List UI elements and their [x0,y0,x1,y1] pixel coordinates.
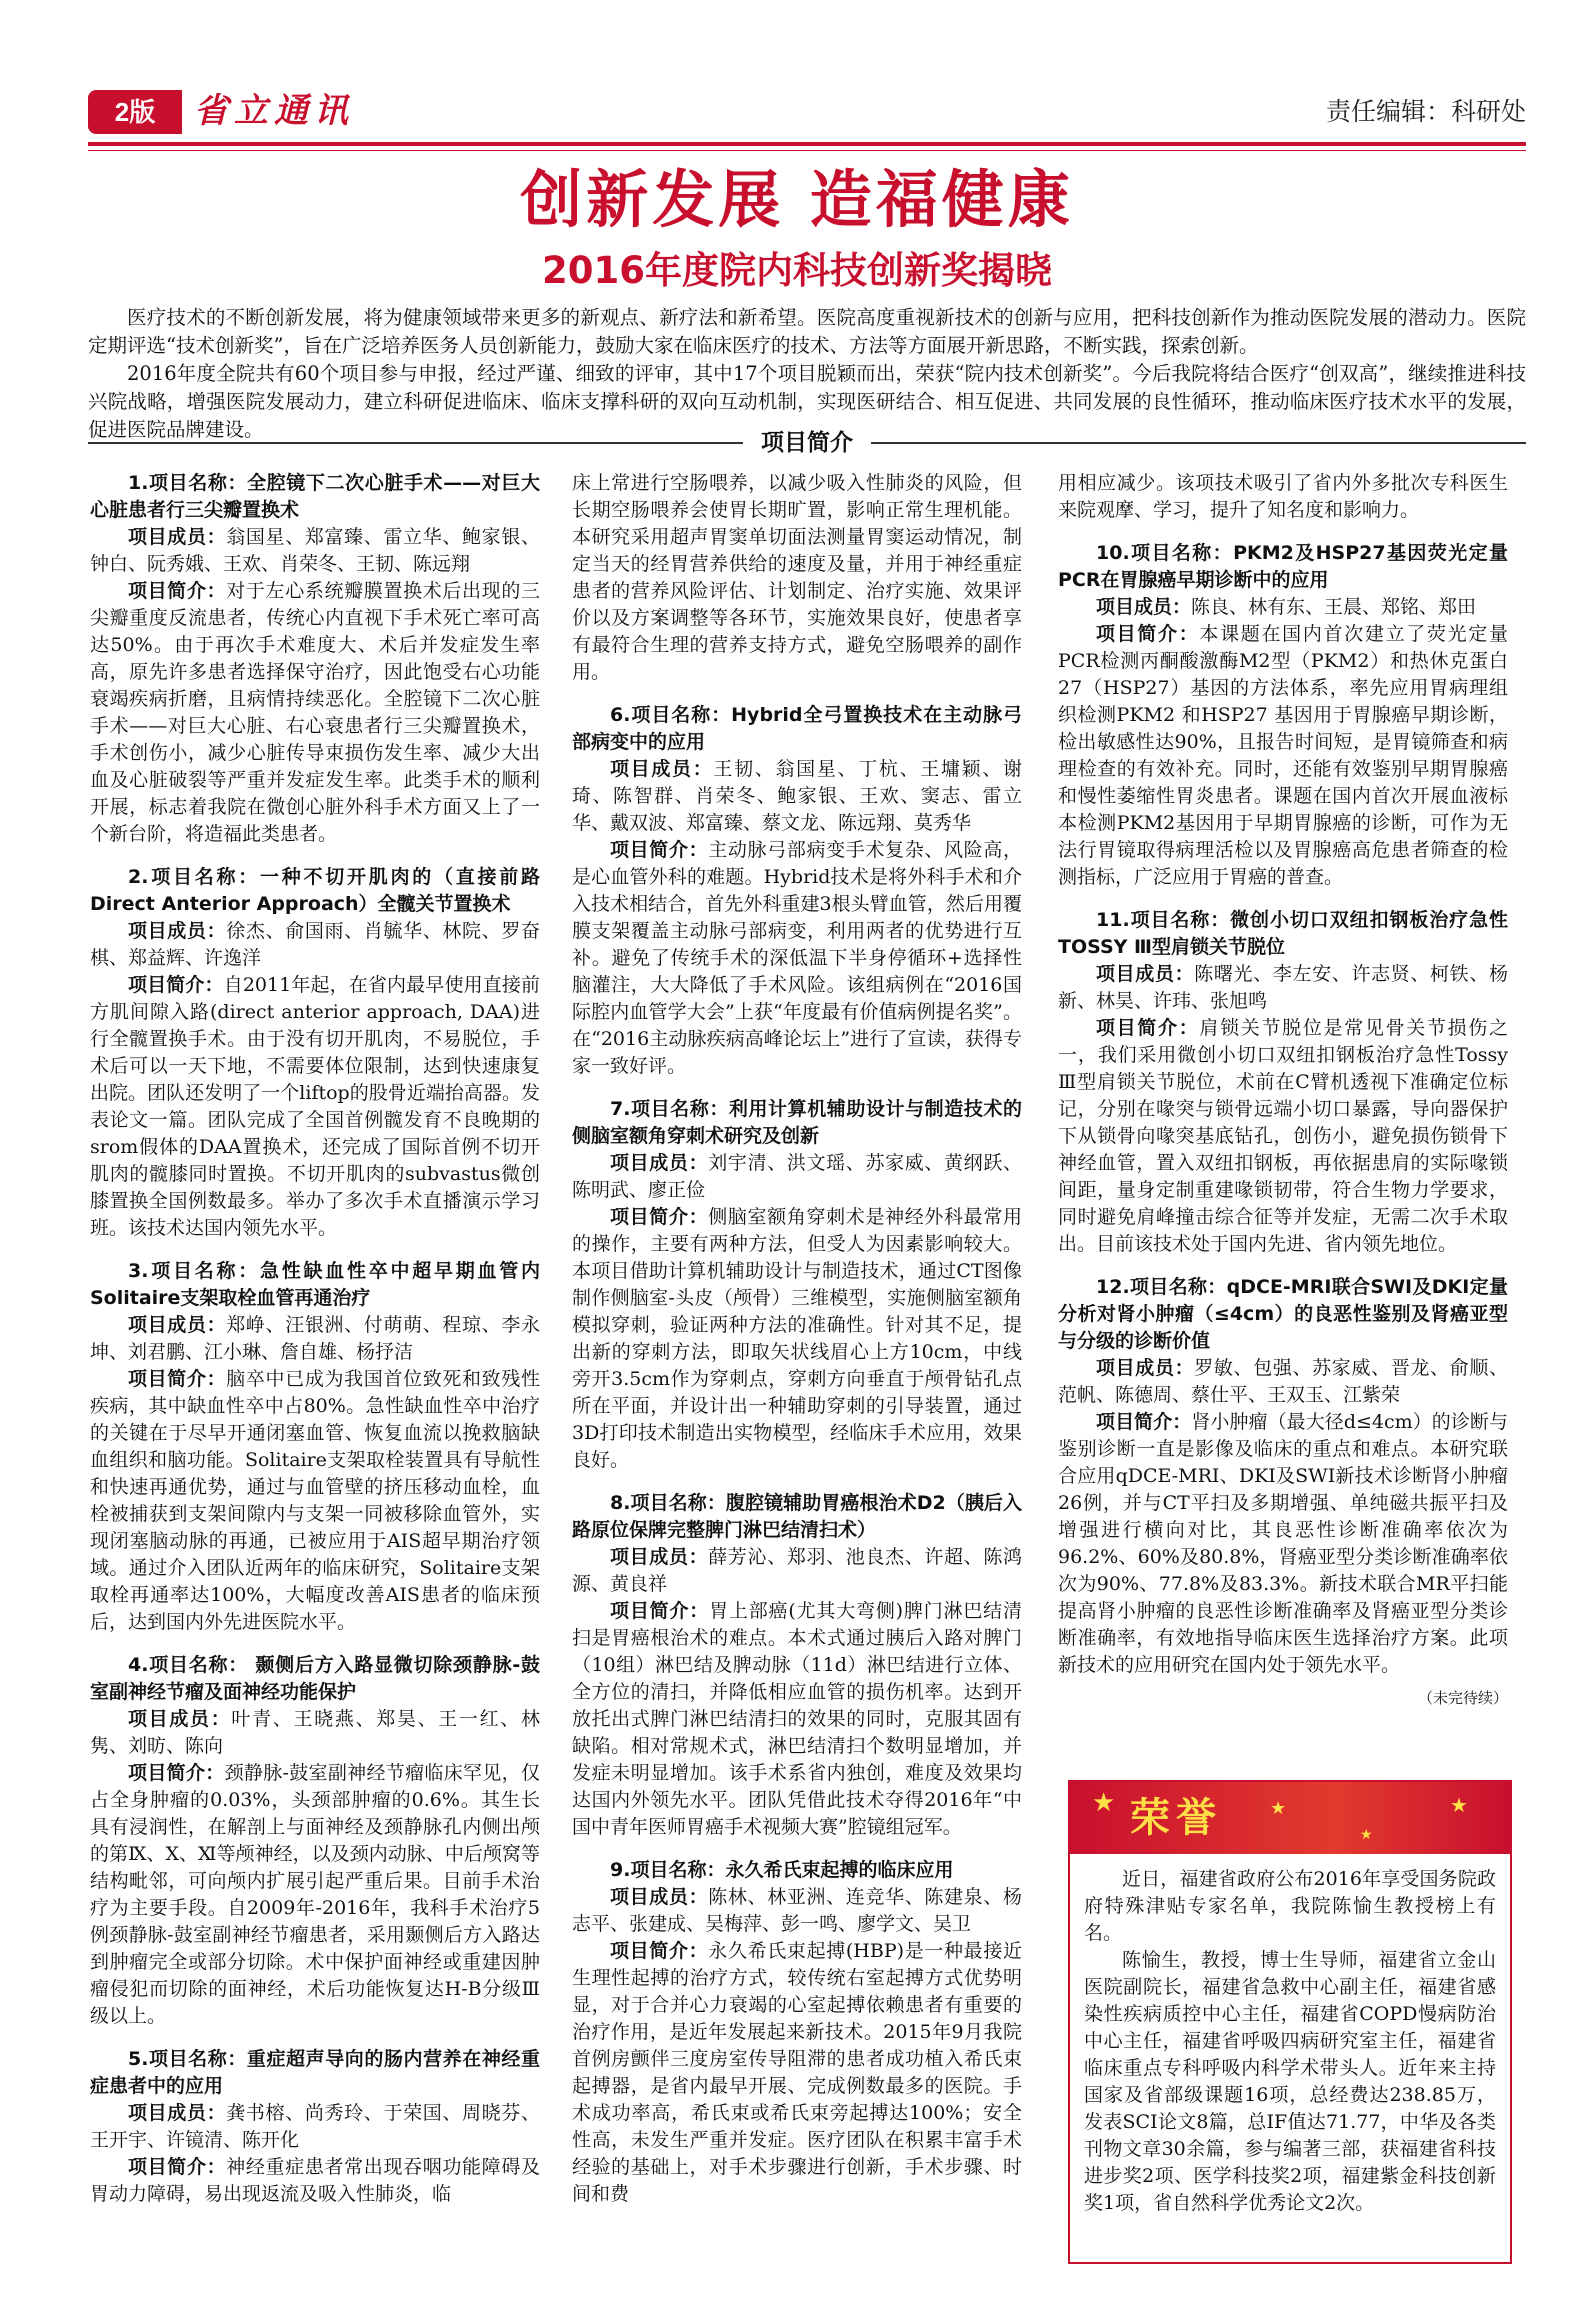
paper-name: 省立通讯 [194,91,354,131]
members-text: 刘宇清、洪文瑶、苏家威、黄纲跃、陈明武、廖正俭 [572,1152,1022,1201]
members-label: 项目成员： [128,526,227,548]
project-desc [1058,1015,1508,1258]
desc-text: 永久希氏束起搏(HBP)是一种最接近生理性起搏的治疗方式，较传统右室起搏方式优势明显，对于合并心力衰竭的心室起搏依赖患者有重要的治疗作用，是近年发展起来新技术。2015年9月我院首例房颤伴三度房室传导阻滞的患者成功植入希氏束起搏器，是省内最早开展、完成例数最多的医院。手术成功率高，希氏束或希氏束旁起搏达100%；安全性高，未发生严重并发症。医疗团队在积累丰富手术经验的基础上，对手术步骤进行创新，手术步骤、时间和费 [572,1940,1022,2205]
project-title: 6.项目名称：Hybrid全弓置换技术在主动脉弓部病变中的应用 [572,704,1022,753]
star-icon: ★ [1360,1827,1373,1843]
desc-text: 脑卒中已成为我国首位致死和致残性疾病，其中缺血性卒中占80%。急性缺血性卒中治疗的关键在于尽早开通闭塞血管、恢复血流以挽救脑缺血组织和脑功能。Solitaire支架取栓装置具有导航性和快速再通优势，通过与血管壁的挤压移动血栓，血栓被捕获到支架间隙内与支架一同被移除血管外，实现闭塞脑动脉的再通，已被应用于AIS超早期治疗领域。通过介入团队近两年的临床研究，Solitaire支架取栓再通率达100%，大幅度改善AIS患者的临床预后，达到国内外先进医院水平。 [90,1368,540,1633]
star-icon: ★ [1092,1788,1116,1818]
masthead-rule [88,142,1526,146]
project-desc [90,972,540,1242]
desc-label: 项目简介： [610,1940,709,1962]
members-text: 郑峥、汪银洲、付萌萌、程琼、李永坤、刘君鹏、江小琳、詹自雄、杨抒洁 [90,1314,540,1363]
desc-label: 项目简介： [610,1206,709,1228]
star-icon: ★ [1450,1793,1468,1817]
project-members [90,918,540,972]
members-text: 陈良、林有东、王晨、郑铭、郑田 [1191,596,1477,618]
honor-title: 荣誉 [1130,1794,1222,1841]
members-text: 徐杰、俞国雨、肖毓华、林院、罗奋棋、郑益辉、许逸洋 [90,920,540,969]
project-desc [572,837,1022,1080]
project-desc [90,2154,540,2208]
members-label: 项目成员： [610,1152,709,1174]
honor-box [1068,1780,1512,2264]
members-text: 陈林、林亚洲、连竞华、陈建泉、杨志平、张建成、吴梅萍、彭一鸣、廖学文、吴卫 [572,1886,1022,1935]
desc-label: 项目简介： [128,2156,227,2178]
desc-label: 项目简介： [128,1762,225,1784]
project-item [1058,540,1508,891]
subheadline: 2016年度院内科技创新奖揭晓 [542,249,1052,292]
desc-text: 肾小肿瘤（最大径d≤4cm）的诊断与鉴别诊断一直是影像及临床的重点和难点。本研究联合应用qDCE-MRI、DKI及SWI新技术诊断肾小肿瘤26例，并与CT平扫及多期增强、单纯磁共振平扫及增强进行横向对比，其良恶性诊断准确率依次为96.2%、60%及80.8%，肾癌亚型分类诊断准确率依次为90%、77.8%及83.3%。新技术联合MR平扫能提高肾小肿瘤的良恶性诊断准确率及肾癌亚型分类诊断准确率，有效地指导临床医生选择治疗方案。此项新技术的应用研究在国内处于领先水平。 [1058,1411,1508,1676]
project-title: 3.项目名称：急性缺血性卒中超早期血管内Solitaire支架取栓血管再通治疗 [90,1260,540,1309]
desc-text: 神经重症患者常出现吞咽功能障碍及胃动力障碍，易出现返流及吸入性肺炎，临 [90,2156,540,2205]
members-label: 项目成员： [610,1546,709,1568]
masthead [88,84,1526,140]
project-item [90,470,540,848]
desc-text: 自2011年起，在省内最早使用直接前方肌间隙入路(direct anterior approach, DAA)进行全髋置换手术。由于没有切开肌肉，不易脱位，手术后可以一天下地，不需要体位限制，达到快速康复出院。团队还发明了一个liftop的股骨近端抬高器。发表论文一篇。团队完成了全国首例髋发育不良晚期的srom假体的DAA置换术，还完成了国际首例不切开肌肉的髋膝同时置换。不切开肌肉的subvastus微创膝置换全国例数最多。举办了多次手术直播演示学习班。该技术达国内领先水平。 [90,974,540,1239]
headline: 创新发展 造福健康 [520,163,1074,236]
intro-paragraph: 医疗技术的不断创新发展，将为健康领域带来更多的新观点、新疗法和新希望。医院高度重视新技术的创新与应用，把科技创新作为推动医院发展的潜动力。医院定期评选“技术创新奖”，旨在广泛培养医务人员创新能力，鼓励大家在临床医疗的技术、方法等方面展开新思路，不断实践，探索创新。 [88,306,1526,357]
project-item [90,1652,540,2030]
honor-body [1070,1854,1510,2217]
members-label: 项目成员： [610,1886,709,1908]
project-desc [572,1598,1022,1841]
desc-label: 项目简介： [610,839,709,861]
project-item [572,1490,1022,1841]
desc-label: 项目简介： [1096,1411,1192,1433]
to-be-continued: （未完待续） [1417,1689,1508,1707]
members-text: 陈曙光、李左安、许志贤、柯铁、杨新、林昊、许玮、张旭鸣 [1058,963,1508,1012]
desc-text: 侧脑室额角穿刺术是神经外科最常用的操作，主要有两种方法，但受人为因素影响较大。本项目借助计算机辅助设计与制造技术，通过CT图像制作侧脑室-头皮（颅骨）三维模型，实施侧脑室额角模拟穿刺，验证两种方法的准确性。针对其不足，提出新的穿刺方法，即取矢状线眉心上方10cm，中线旁开3.5cm作为穿刺点，穿刺方向垂直于颅骨钻孔点所在平面，并设计出一种辅助穿刺的引导装置，通过3D打印技术制造出实物模型，经临床手术应用，效果良好。 [572,1206,1022,1471]
project-item [1058,1274,1508,1679]
project-desc [90,578,540,848]
desc-label: 项目简介： [128,1368,227,1390]
members-text: 翁国星、郑富臻、雷立华、鲍家银、钟白、阮秀娥、王欢、肖荣冬、王韧、陈远翔 [90,526,540,575]
members-text: 罗敏、包强、苏家威、晋龙、俞顺、范帆、陈德周、蔡仕平、王双玉、江紫荣 [1058,1357,1508,1406]
project-item [572,1096,1022,1474]
project-item [1058,907,1508,1258]
project-title: 12.项目名称：qDCE-MRI联合SWI及DKI定量分析对肾小肿瘤（≤4cm）的良恶性鉴别及肾癌亚型与分级的诊断价值 [1058,1276,1508,1352]
project-desc [572,1204,1022,1474]
project-item [572,702,1022,1080]
section-divider [88,426,1526,460]
desc-text: 本课题在国内首次建立了荧光定量PCR检测丙酮酸激酶M2型（PKM2）和热休克蛋白27（HSP27）基因的方法体系，率先应用胃病理组织检测PKM2 和HSP27 基因用于胃腺癌早期诊断，检出敏感性达90%，且报告时间短，是胃镜筛查和病理检查的有效补充。同时，还能有效鉴别早期胃腺癌和慢性萎缩性胃炎患者。课题在国内首次开展血液标本检测PKM2基因用于早期胃腺癌的诊断，可作为无法行胃镜取得病理活检以及胃腺癌高危患者筛查的检测指标，广泛应用于胃癌的普查。 [1058,623,1508,888]
project-item [90,864,540,1242]
project-desc [1058,621,1508,891]
desc-label: 项目简介： [1096,1017,1200,1039]
column-1 [90,470,540,2280]
project-desc [572,1938,1022,2208]
desc-label: 项目简介： [610,1600,710,1622]
project-members [572,1884,1022,1938]
project-title: 2.项目名称：一种不切开肌肉的（直接前路Direct Anterior Approach）全髋关节置换术 [90,866,540,915]
members-label: 项目成员： [610,758,714,780]
star-icon: ★ [1270,1798,1287,1819]
project-members [1058,1355,1508,1409]
members-label: 项目成员： [1096,596,1192,618]
editor-credit: 责任编辑：科研处 [1325,97,1526,126]
desc-text: 肩锁关节脱位是常见骨关节损伤之一，我们采用微创小切口双纽扣钢板治疗急性Tossy Ⅲ型肩锁关节脱位，术前在C臂机透视下准确定位标记，分别在喙突与锁骨远端小切口暴露，导向器保护下从锁骨向喙突基底钻孔，创伤小，避免损伤锁骨下神经血管，置入双纽扣钢板，再依据患肩的实际喙锁间距，量身定制重建喙锁韧带，符合生物力学要求，同时避免肩峰撞击综合征等并发症，无需二次手术取出。目前该技术处于国内先进、省内领先地位。 [1058,1017,1508,1255]
project-item [90,1258,540,1636]
project-item [90,2046,540,2208]
project-members [90,1312,540,1366]
project-title: 1.项目名称：全腔镜下二次心脏手术——对巨大心脏患者行三尖瓣置换术 [90,472,540,521]
desc-text: 主动脉弓部病变手术复杂、风险高，是心血管外科的难题。Hybrid技术是将外科手术和介入技术相结合，首先外科重建3根头臂血管，然后用覆膜支架覆盖主动脉弓部病变，利用两者的优势进行互补。避免了传统手术的深低温下半身停循环+选择性脑灌注，大大降低了手术风险。该组病例在“2016国际腔内血管学大会”上获“年度最有价值病例提名奖”。在“2016主动脉疾病高峰论坛上”进行了宣读，获得专家一致好评。 [572,839,1022,1077]
members-label: 项目成员： [128,920,227,942]
project-title: 5.项目名称：重症超声导向的肠内营养在神经重症患者中的应用 [90,2048,540,2097]
members-label: 项目成员： [128,2102,227,2124]
members-text: 叶青、王晓燕、郑昊、王一红、林隽、刘昉、陈向 [90,1708,540,1757]
project-members [572,756,1022,837]
project-title: 9.项目名称：永久希氏束起搏的临床应用 [610,1859,954,1881]
desc-label: 项目简介： [128,974,224,996]
desc-text: 对于左心系统瓣膜置换术后出现的三尖瓣重度反流患者，传统心内直视下手术死亡率可高达50%。由于再次手术难度大、术后并发症发生率高，原先许多患者选择保守治疗，因此饱受右心功能衰竭疾病折磨，且病情持续恶化。全腔镜下二次心脏手术——对巨大心脏、右心衰患者行三尖瓣置换术，手术创伤小，减少心脏传导束损伤发生率、减少大出血及心脏破裂等严重并发症发生率。此类手术的顺利开展，标志着我院在微创心脏外科手术方面又上了一个新台阶，将造福此类患者。 [90,580,540,845]
continued-text: 用相应减少。该项技术吸引了省内外多批次专科医生来院观摩、学习，提升了知名度和影响力。 [1058,472,1508,521]
project-title: 11.项目名称：微创小切口双纽扣钢板治疗急性TOSSY Ⅲ型肩锁关节脱位 [1058,909,1508,958]
members-text: 薛芳沁、郑羽、池良杰、许超、陈鸿源、黄良祥 [572,1546,1022,1595]
project-members [1058,594,1508,621]
project-title: 4.项目名称： 颞侧后方入路显微切除颈静脉-鼓室副神经节瘤及面神经功能保护 [90,1654,540,1703]
intro-paragraph: 2016年度全院共有60个项目参与申报，经过严谨、细致的评审，其中17个项目脱颖而出，荣获“院内技术创新奖”。今后我院将结合医疗“创双高”，继续推进科技兴院战略，增强医院发展动力，建立科研促进临床、临床支撑科研的双向互动机制，实现医研结合、相互促进、共同发展的良性循环，推动临床医疗技术水平的发展，促进医院品牌建设。 [88,362,1526,441]
members-label: 项目成员： [128,1314,227,1336]
project-desc [90,1760,540,2030]
project-desc [90,1366,540,1636]
project-title: 10.项目名称：PKM2及HSP27基因荧光定量PCR在胃腺癌早期诊断中的应用 [1058,542,1508,591]
intro-text [88,304,1526,444]
members-label: 项目成员： [128,1708,232,1730]
members-label: 项目成员： [1096,1357,1195,1379]
members-text: 王韧、翁国星、丁杭、王墉颖、谢琦、陈智群、肖荣冬、鲍家银、王欢、窦志、雷立华、戴双波、郑富臻、蔡文龙、陈远翔、莫秀华 [572,758,1022,834]
project-title: 7.项目名称：利用计算机辅助设计与制造技术的侧脑室额角穿刺术研究及创新 [572,1098,1022,1147]
section-title: 项目简介 [743,426,871,460]
edition-badge: 2版 [88,90,182,134]
honor-paragraph: 近日，福建省政府公布2016年享受国务院政府特殊津贴专家名单，我院陈愉生教授榜上有名。 [1084,1868,1496,1944]
project-members [90,524,540,578]
project-desc [1058,1409,1508,1679]
members-label: 项目成员： [1096,963,1195,985]
desc-label: 项目简介： [128,580,227,602]
desc-text: 胃上部癌(尤其大弯侧)脾门淋巴结清扫是胃癌根治术的难点。本术式通过胰后入路对脾门（10组）淋巴结及脾动脉（11d）淋巴结进行立体、全方位的清扫，并降低相应血管的损伤机率。达到开放托出式脾门淋巴结清扫的效果的同时，克服其固有缺陷。相对常规术式，淋巴结清扫个数明显增加，并发症未明显增加。该手术系省内独创，难度及效果均达国内外领先水平。团队凭借此技术夺得2016年“中国中青年医师胃癌手术视频大赛”腔镜组冠军。 [572,1600,1022,1838]
project-members [90,2100,540,2154]
masthead-rule-thin [88,150,1526,151]
project-members [572,1544,1022,1598]
honor-paragraph: 陈愉生，教授，博士生导师，福建省立金山医院副院长，福建省急救中心副主任，福建省感染性疾病质控中心主任，福建省COPD慢病防治中心主任，福建省呼吸四病研究室主任，福建省临床重点专科呼吸内科学术带头人。近年来主持国家及省部级课题16项，总经费达238.85万，发表SCI论文8篇，总IF值达71.77，中华及各类刊物文章30余篇，参与编著三部，获福建省科技进步奖2项、医学科技奖2项，福建紫金科技创新奖1项，省自然科学优秀论文2次。 [1084,1949,1496,2214]
column-2 [572,470,1022,2280]
project-item [572,1857,1022,2208]
project-members [572,1150,1022,1204]
project-members [1058,961,1508,1015]
honor-banner [1070,1782,1510,1854]
desc-text: 颈静脉-鼓室副神经节瘤临床罕见，仅占全身肿瘤的0.03%，头颈部肿瘤的0.6%。其生长具有浸润性，在解剖上与面神经及颈静脉孔内侧出颅的第Ⅸ、Ⅹ、Ⅺ等颅神经，以及颈内动脉、中后颅窝等结构毗邻，可向颅内扩展引起严重后果。目前手术治疗为主要手段。自2009年-2016年，我科手术治疗5例颈静脉-鼓室副神经节瘤患者，采用颞侧后方入路达到肿瘤完全或部分切除。术中保护面神经或重建因肿瘤侵犯而切除的面神经，术后功能恢复达H-B分级Ⅲ级以上。 [90,1762,540,2027]
project-members [90,1706,540,1760]
members-text: 龚书榕、尚秀玲、于荣国、周晓芬、王开宇、许镜清、陈开化 [90,2102,540,2151]
continued-text: 床上常进行空肠喂养，以减少吸入性肺炎的风险，但长期空肠喂养会使胃长期旷置，影响正常生理机能。本研究采用超声胃窦单切面法测量胃窦运动情况，制定当天的经胃营养供给的速度及量，并用于神经重症患者的营养风险评估、计划制定、治疗实施、效果评价以及方案调整等各环节，实施效果良好，使患者享有最符合生理的营养支持方式，避免空肠喂养的副作用。 [572,472,1022,683]
desc-label: 项目简介： [1096,623,1200,645]
project-title: 8.项目名称：腹腔镜辅助胃癌根治术D2（胰后入路原位保牌完整脾门淋巴结清扫术） [572,1492,1022,1541]
